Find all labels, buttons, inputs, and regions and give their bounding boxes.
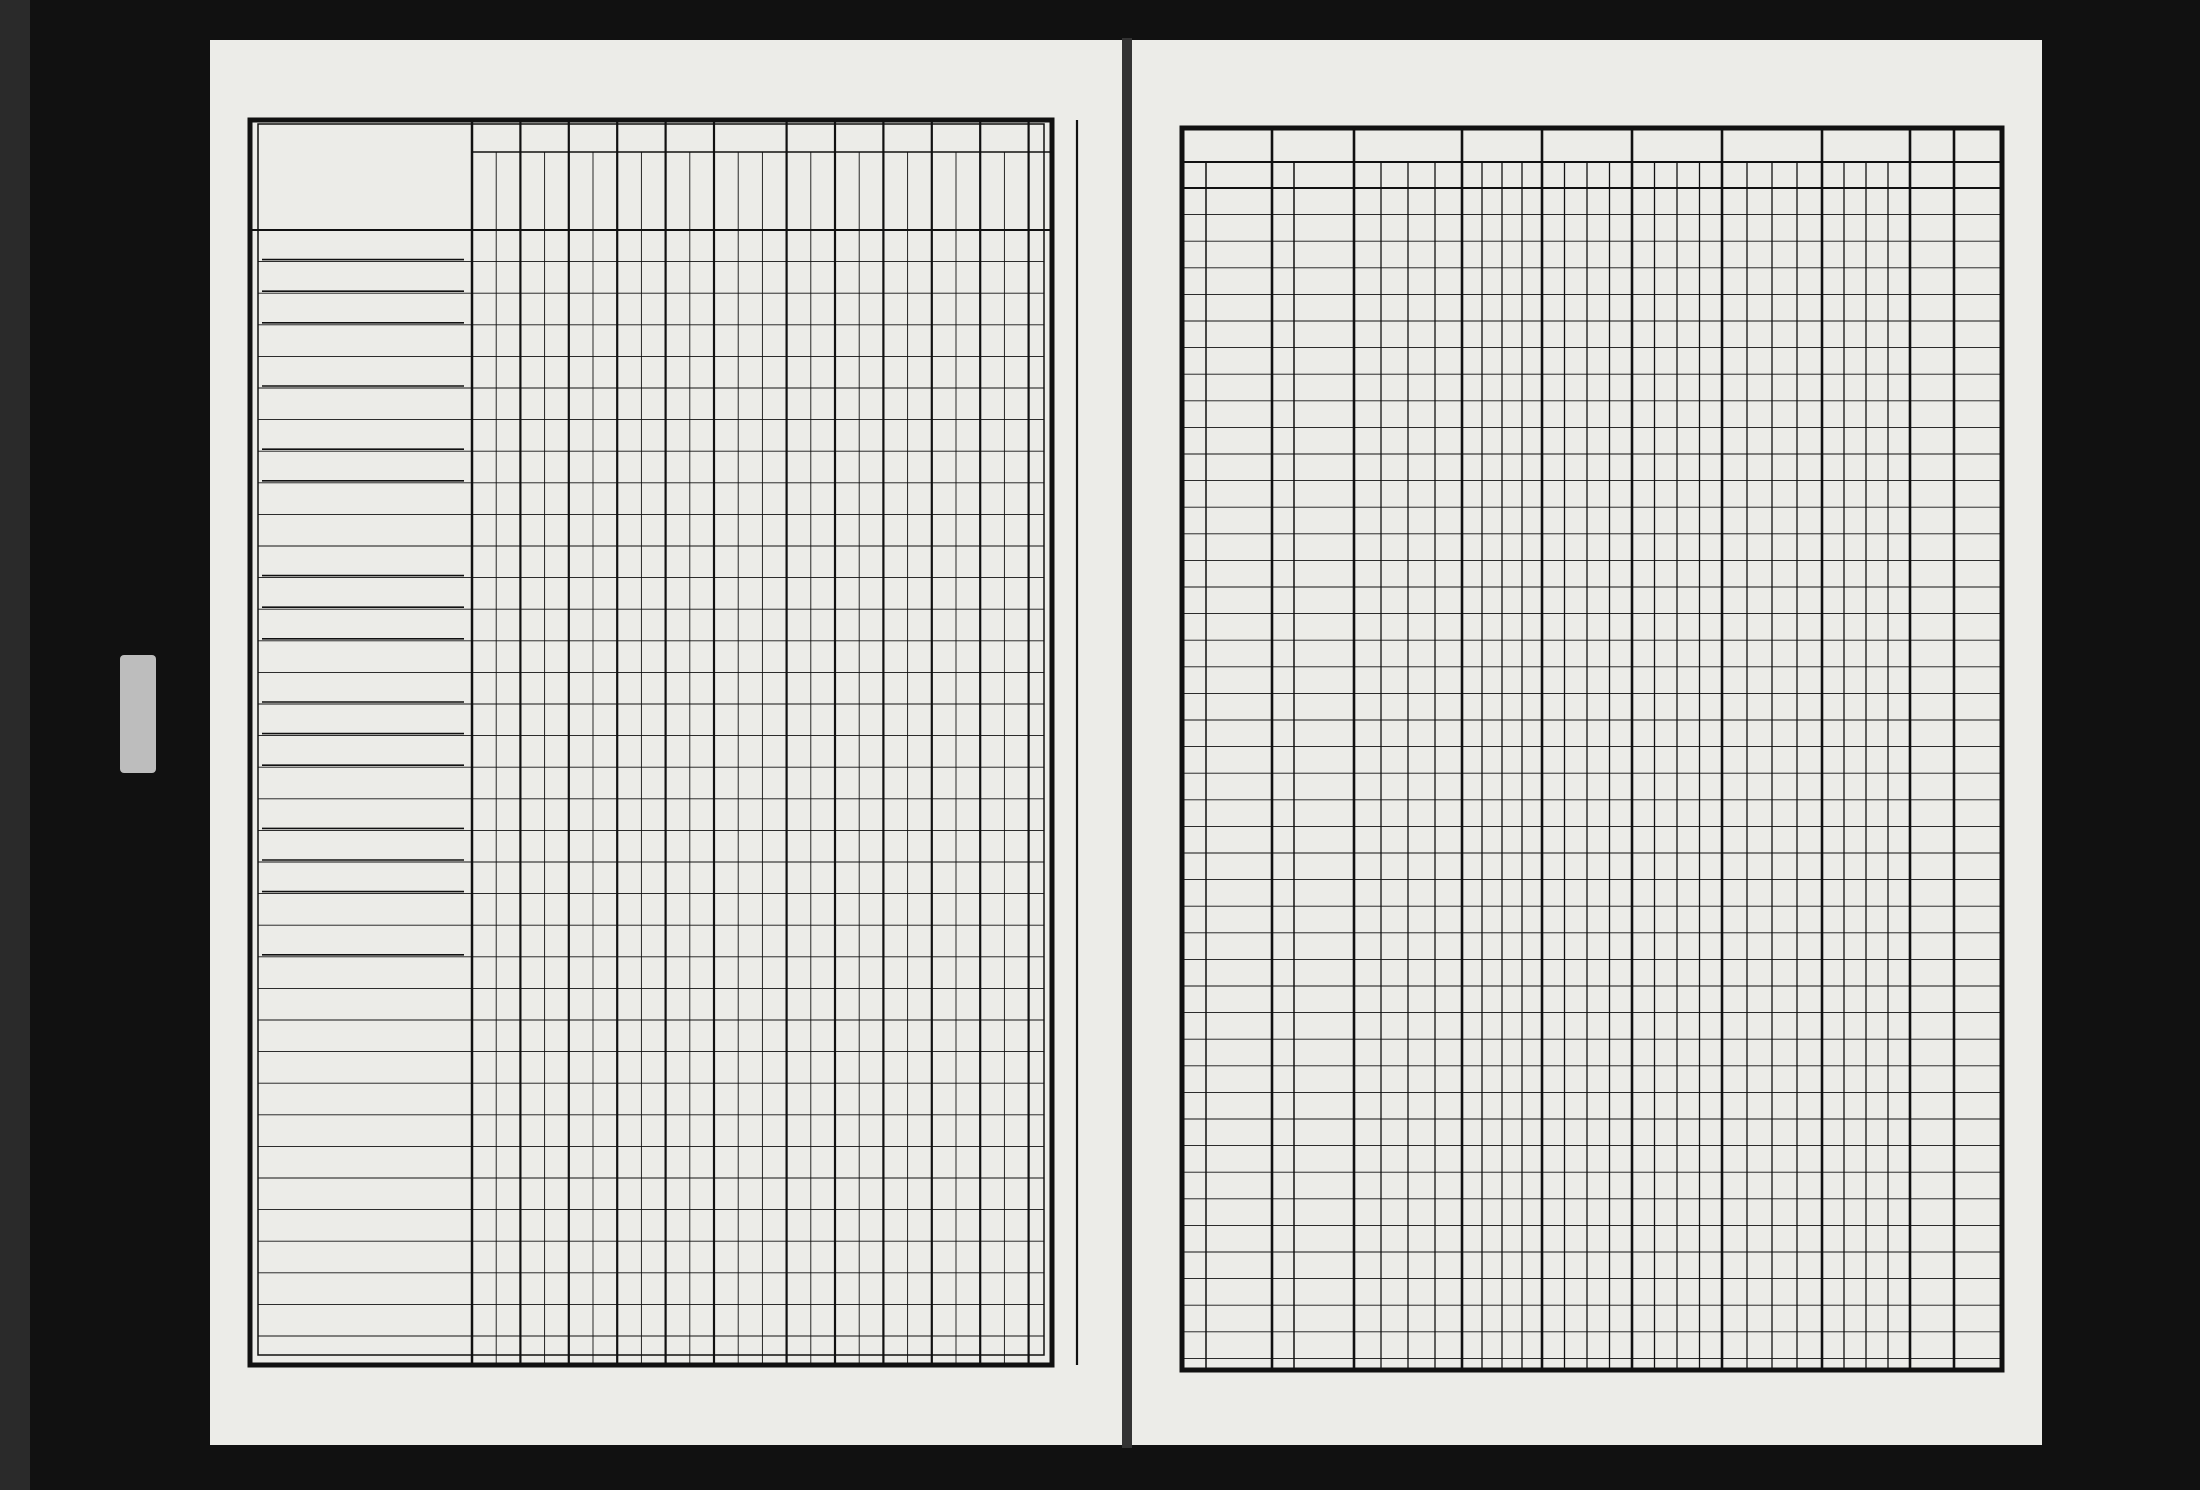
right-table-border xyxy=(1182,128,2002,1370)
right-register-table xyxy=(1132,40,2042,1445)
left-register-table xyxy=(210,40,1122,1445)
left-page xyxy=(210,40,1122,1445)
left-inner-border xyxy=(258,124,1044,1355)
film-tab xyxy=(120,655,156,773)
book-gutter xyxy=(1122,38,1132,1448)
right-page xyxy=(1132,40,2042,1445)
film-edge xyxy=(0,0,30,1490)
